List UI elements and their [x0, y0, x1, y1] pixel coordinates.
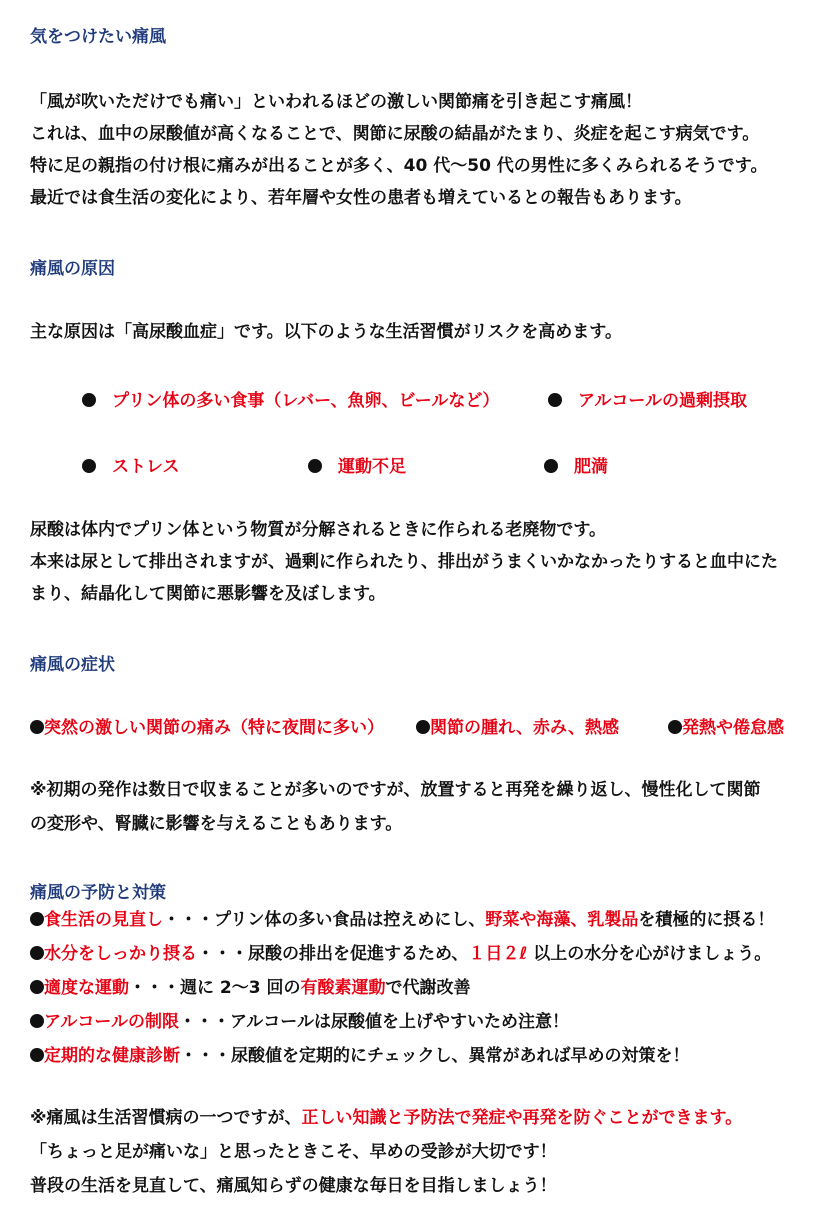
closing-line-3: 普段の生活を見直して、痛風知らずの健康な毎日を目指しましょう！ — [30, 1176, 557, 1196]
bullet-icon — [82, 393, 96, 407]
prevention-item: 定期的な健康診断・・・尿酸値を定期的にチェックし、異常があれば早めの対策を！ — [30, 1044, 690, 1068]
cause-item: ストレス — [82, 452, 180, 477]
prevention-item: 適度な運動・・・週に 2～3 回の有酸素運動で代謝改善 — [30, 976, 471, 1000]
bullet-icon — [82, 459, 96, 473]
symptom-item: 関節の腫れ、赤み、熱感 — [416, 713, 619, 738]
bullet-icon — [30, 912, 44, 926]
intro-line-2: これは、血中の尿酸値が高くなることで、関節に尿酸の結晶がたまり、炎症を起こす病気です。 — [30, 124, 760, 144]
section-heading-cause: 痛風の原因 — [30, 259, 115, 279]
closing-line-2: 「ちょっと足が痛いな」と思ったときこそ、早めの受診が大切です！ — [30, 1142, 557, 1162]
bullet-icon — [30, 980, 44, 994]
cause-explanation-2: 本来は尿として排出されますが、過剰に作られたり、排出がうまくいかなかったりすると血中にた — [30, 552, 778, 572]
symptom-item: 突然の激しい関節の痛み（特に夜間に多い） — [30, 713, 384, 738]
bullet-icon — [30, 1014, 44, 1028]
section-heading-intro: 気をつけたい痛風 — [30, 27, 166, 47]
bullet-icon — [416, 720, 430, 734]
closing-line-1: ※痛風は生活習慣病の一つですが、正しい知識と予防法で発症や再発を防ぐことができます。 — [30, 1108, 743, 1128]
cause-item: プリン体の多い食事（レバー、魚卵、ビールなど） — [82, 386, 499, 411]
cause-explanation-3: まり、結晶化して関節に悪影響を及ぼします。 — [30, 584, 386, 604]
prevention-item: 食生活の見直し・・・プリン体の多い食品は控えめにし、野菜や海藻、乳製品を積極的に摂る！ — [30, 908, 774, 932]
prevention-item: アルコールの制限・・・アルコールは尿酸値を上げやすいため注意！ — [30, 1010, 569, 1034]
bullet-icon — [30, 720, 44, 734]
bullet-icon — [30, 946, 44, 960]
bullet-icon — [30, 1048, 44, 1062]
bullet-icon — [308, 459, 322, 473]
bullet-icon — [668, 720, 682, 734]
section-heading-symptoms: 痛風の症状 — [30, 655, 115, 675]
symptom-item: 発熱や倦怠感 — [668, 713, 784, 738]
cause-item: 運動不足 — [308, 452, 406, 477]
bullet-icon — [544, 459, 558, 473]
intro-line-1: 「風が吹いただけでも痛い」といわれるほどの激しい関節痛を引き起こす痛風！ — [30, 92, 642, 112]
symptom-note-1: ※初期の発作は数日で収まることが多いのですが、放置すると再発を繰り返し、慢性化して関節 — [30, 780, 761, 800]
prevention-item: 水分をしっかり摂る・・・尿酸の排出を促進するため、１日２ℓ 以上の水分を心がけましょう。 — [30, 942, 771, 966]
cause-explanation-1: 尿酸は体内でプリン体という物質が分解されるときに作られる老廃物です。 — [30, 520, 606, 540]
cause-intro: 主な原因は「高尿酸血症」です。以下のような生活習慣がリスクを高めます。 — [30, 322, 622, 342]
intro-line-3: 特に足の親指の付け根に痛みが出ることが多く、40 代～50 代の男性に多くみられるそうです。 — [30, 156, 768, 176]
cause-item: 肥満 — [544, 452, 608, 477]
symptom-note-2: の変形や、腎臓に影響を与えることもあります。 — [30, 814, 403, 834]
section-heading-prevention: 痛風の予防と対策 — [30, 883, 166, 903]
intro-line-4: 最近では食生活の変化により、若年層や女性の患者も増えているとの報告もあります。 — [30, 188, 692, 208]
bullet-icon — [548, 393, 562, 407]
cause-item: アルコールの過剰摂取 — [548, 386, 747, 411]
